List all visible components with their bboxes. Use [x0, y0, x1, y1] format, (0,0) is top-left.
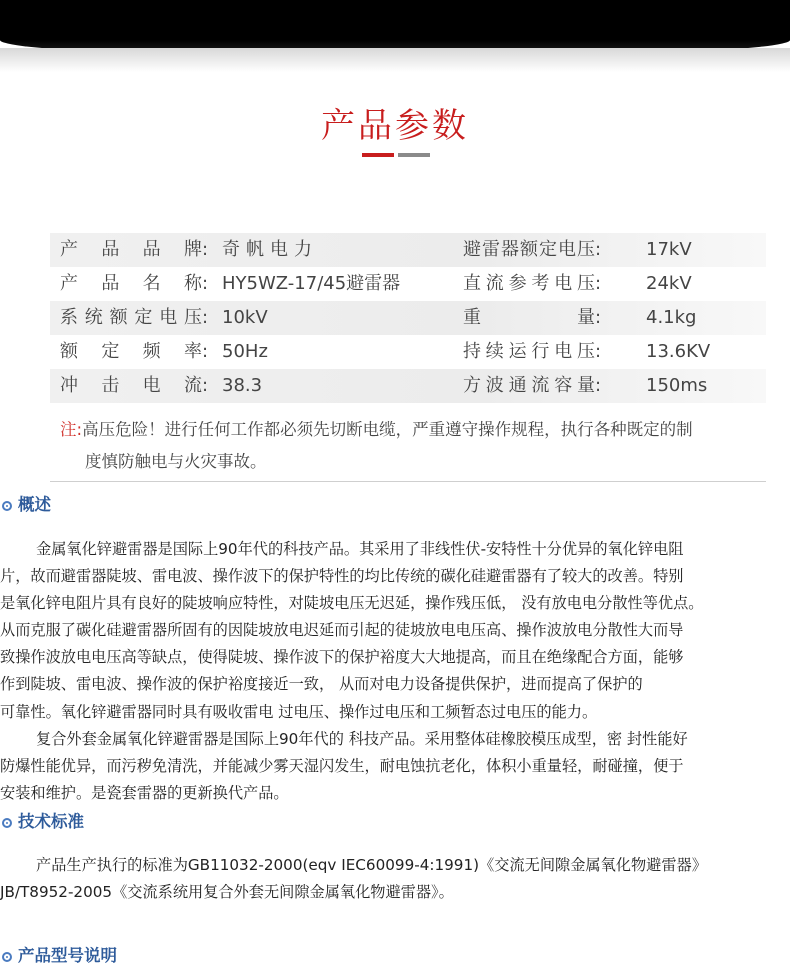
standards-heading-text: 技术标准: [18, 812, 84, 831]
param-row: [50, 233, 766, 267]
title-underline-gray: [398, 153, 430, 157]
param-colon: :: [202, 239, 209, 260]
paragraph-line: 是氧化锌电阻片具有良好的陡坡响应特性，对陡坡电压无迟延，操作残压低， 没有放电电分散性等优点。: [0, 594, 704, 613]
paragraph-line: 产品生产执行的标准为GB11032-2000(eqv IEC60099-4:1991)《交流无间隙金属氧化物避雷器》: [36, 856, 707, 874]
param-colon: :: [202, 341, 209, 362]
param-colon: :: [595, 239, 602, 260]
param-row: [50, 335, 766, 369]
parameter-table: [50, 233, 766, 403]
overview-body: [0, 536, 790, 807]
param-value: 24kV: [646, 273, 692, 294]
param-row: [50, 301, 766, 335]
warning-text: 高压危险！进行任何工作都必须先切断电缆，严重遵守操作规程，执行各种既定的制: [82, 420, 693, 439]
model-heading: [2, 944, 117, 968]
warning-text: 度慎防触电与火灾事故。: [85, 452, 267, 471]
warning-line: [60, 414, 770, 446]
param-label: 系统额定电压: [60, 307, 202, 328]
param-value: 150ms: [646, 375, 708, 396]
param-value: 4.1kg: [646, 307, 697, 328]
param-value: HY5WZ-17/45避雷器: [222, 273, 401, 294]
param-label: 冲击电流: [60, 375, 202, 396]
param-colon: :: [595, 375, 602, 396]
bullet-ring-icon: [2, 818, 12, 828]
overview-heading-text: 概述: [18, 495, 51, 514]
param-colon: :: [595, 273, 602, 294]
paragraph-line: 片，故而避雷器陡坡、雷电波、操作波下的保护特性的均比传统的碳化硅避雷器有了较大的改善。特别: [0, 567, 684, 586]
standards-heading: [2, 810, 84, 834]
warning-label: 注:: [60, 420, 83, 439]
param-label: 产品品牌: [60, 239, 202, 260]
param-label: 重量: [463, 307, 595, 328]
paragraph-line: 作到陡坡、雷电波、操作波的保护裕度接近一致， 从而对电力设备提供保护，进而提高了保护的: [0, 675, 643, 694]
overview-heading: [2, 493, 51, 517]
warning-note: [60, 414, 770, 478]
page-title: 产品参数: [321, 106, 469, 146]
param-label: 额定频率: [60, 341, 202, 362]
bullet-ring-icon: [2, 501, 12, 511]
paragraph-line: 防爆性能优异，而污秽免清洗，并能减少雾天湿闪发生，耐电蚀抗老化，体积小重量轻，耐碰撞，便于: [0, 756, 684, 775]
param-value: 13.6KV: [646, 341, 711, 362]
param-label: 方波通流容量: [463, 375, 595, 396]
param-value: 奇帆电力: [222, 239, 318, 260]
param-label: 避雷器额定电压: [463, 239, 595, 260]
paragraph-line: 可靠性。氧化锌避雷器同时具有吸收雷电 过电压、操作过电压和工频暂态过电压的能力。: [0, 702, 598, 721]
bullet-ring-icon: [2, 952, 12, 962]
param-colon: :: [202, 375, 209, 396]
paragraph-line: 从而克服了碳化硅避雷器所固有的因陡坡放电迟延而引起的徒坡放电电压高、操作波放电分散性大而导: [0, 621, 684, 640]
param-colon: :: [202, 307, 209, 328]
param-colon: :: [202, 273, 209, 294]
standards-body: [0, 852, 790, 906]
param-label: 产品名称: [60, 273, 202, 294]
param-row: [50, 369, 766, 403]
param-value: 17kV: [646, 239, 692, 260]
model-heading-text: 产品型号说明: [18, 946, 117, 965]
param-colon: :: [595, 307, 602, 328]
banner-shadow: [0, 48, 790, 72]
paragraph-line: 金属氧化锌避雷器是国际上90年代的科技产品。其采用了非线性伏-安特性十分优异的氧化锌电阻: [36, 540, 684, 558]
paragraph-line: JB/T8952-2005《交流系统用复合外套无间隙金属氧化物避雷器》。: [0, 883, 454, 902]
param-row: [50, 267, 766, 301]
title-underline-red: [362, 153, 394, 157]
paragraph-line: 致操作波放电电压高等缺点，使得陡坡、操作波下的保护裕度大大地提高，而且在绝缘配合方面，能够: [0, 648, 684, 667]
divider: [50, 481, 766, 482]
param-label: 直流参考电压: [463, 273, 595, 294]
param-value: 10kV: [222, 307, 268, 328]
param-value: 50Hz: [222, 341, 268, 362]
paragraph-line: 安装和维护。是瓷套雷器的更新换代产品。: [0, 783, 289, 802]
param-colon: :: [595, 341, 602, 362]
paragraph-line: 复合外套金属氧化锌避雷器是国际上90年代的 科技产品。采用整体硅橡胶模压成型，密 封性能好: [36, 729, 688, 748]
param-value: 38.3: [222, 375, 263, 396]
param-label: 持续运行电压: [463, 341, 595, 362]
